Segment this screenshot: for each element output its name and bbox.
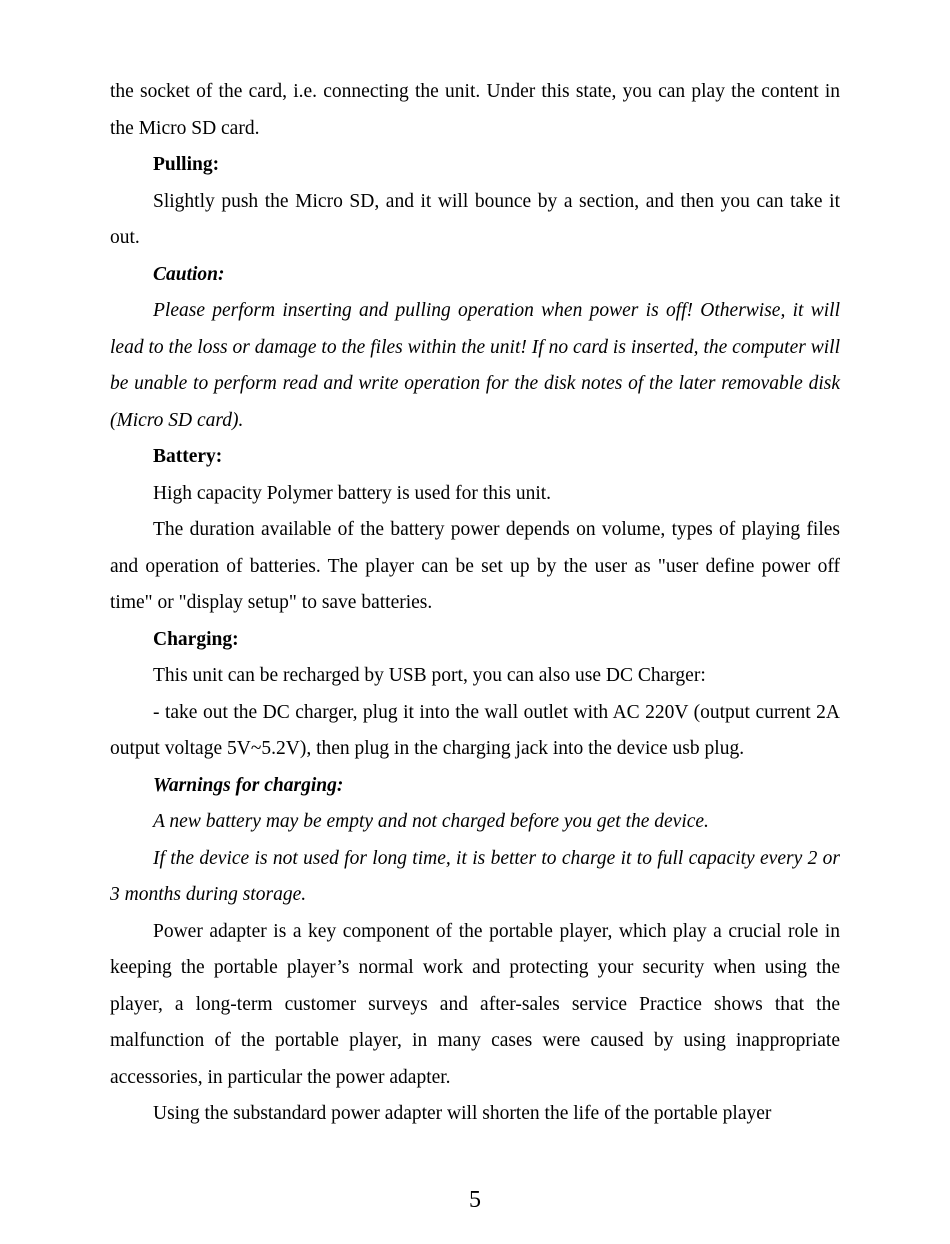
paragraph-new-battery-warning: A new battery may be empty and not charged before you get the device.	[153, 811, 709, 832]
heading-charging: Charging:	[153, 628, 239, 650]
paragraph-caution: Please perform inserting and pulling operation when power is off! Otherwise, it will lead to the loss or damage to the files within the unit! If no card is inserted, the computer will be unable to perform read and write operation for the disk notes of the later removable disk (Micro SD card).	[110, 300, 840, 431]
page-number: 5	[469, 1187, 481, 1213]
paragraph-storage-warning: If the device is not used for long time, it is better to charge it to full capacity every 2 or 3 months during storage.	[110, 847, 840, 905]
paragraph-battery-duration: The duration available of the battery power depends on volume, types of playing files and operation of batteries. The player can be set up by the user as "user define power off time" or "display setup" to save batteries.	[110, 519, 840, 613]
heading-warnings-for-charging: Warnings for charging:	[153, 774, 344, 796]
paragraph-dc-charger: - take out the DC charger, plug it into the wall outlet with AC 220V (output current 2A output voltage 5V~5.2V), then plug in the charging jack into the device usb plug.	[110, 701, 840, 759]
heading-pulling: Pulling:	[153, 154, 220, 175]
heading-caution: Caution:	[153, 263, 225, 285]
paragraph-power-adapter: Power adapter is a key component of the portable player, which play a crucial role in keeping the portable player’s normal work and protecting your security when using the player, a long-term customer surveys and after-sales service Practice shows that the malfunction of the portable player, in many cases were caused by using inappropriate accessories, in particular the power adapter.	[110, 920, 840, 1088]
paragraph-battery-type: High capacity Polymer battery is used for this unit.	[153, 482, 552, 504]
paragraph-substandard-adapter: Using the substandard power adapter will shorten the life of the portable player	[153, 1103, 772, 1124]
heading-battery: Battery:	[153, 446, 223, 467]
document-page-body	[110, 74, 840, 1133]
paragraph-micro-sd-socket: the socket of the card, i.e. connecting the unit. Under this state, you can play the content in the Micro SD card.	[110, 81, 840, 139]
paragraph-charging-methods: This unit can be recharged by USB port, you can also use DC Charger:	[153, 665, 706, 686]
paragraph-pulling: Slightly push the Micro SD, and it will bounce by a section, and then you can take it out.	[110, 190, 840, 248]
